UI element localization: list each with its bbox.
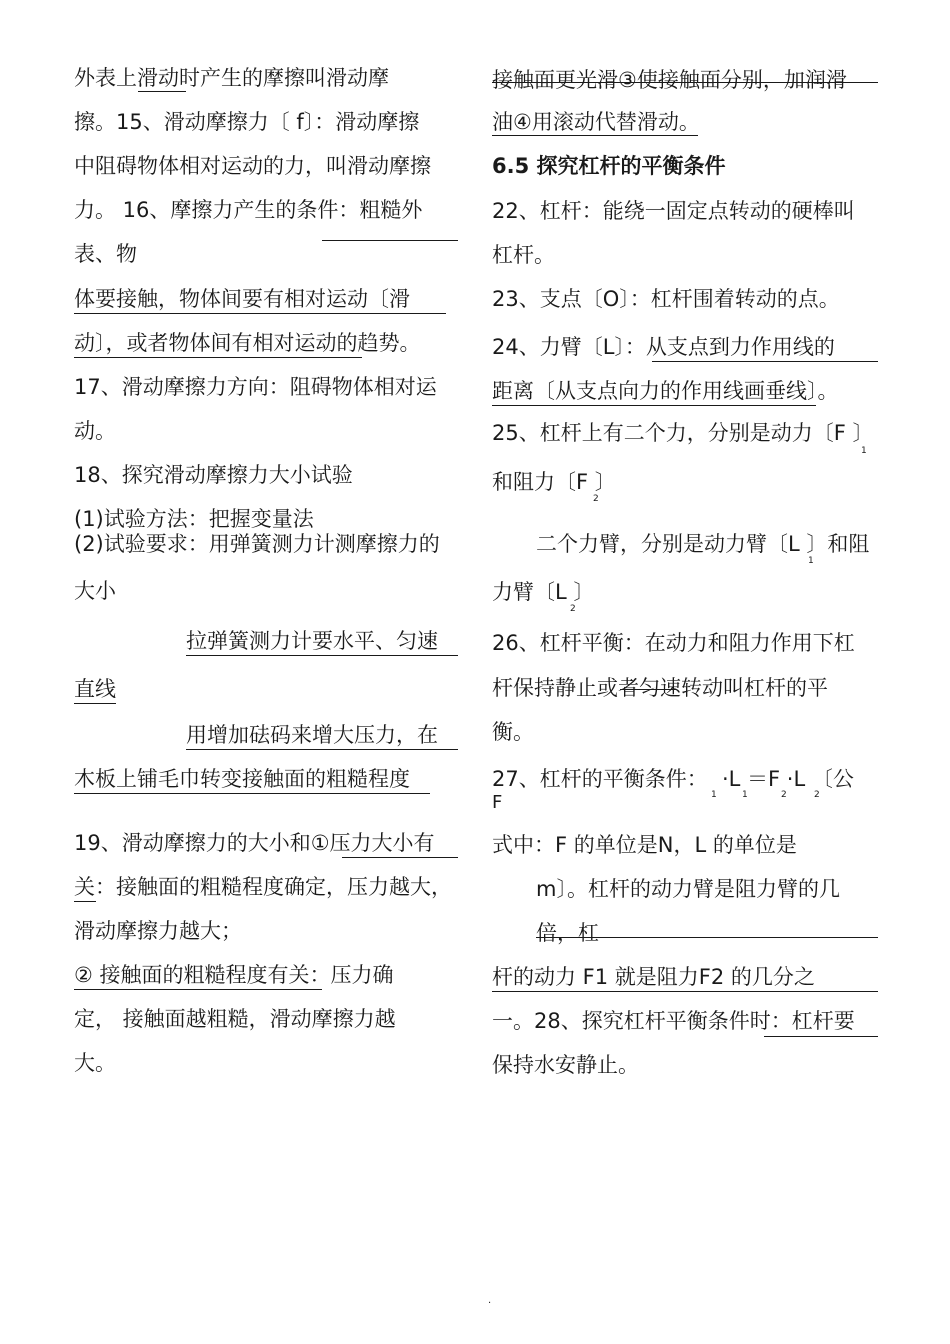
right-line-05: 杠杆。 bbox=[492, 243, 555, 267]
right-line-22: 保持水安静止。 bbox=[492, 1053, 639, 1077]
underline bbox=[342, 857, 458, 858]
left-line-14: 拉弹簧测力计要水平、匀速 bbox=[186, 629, 438, 653]
left-line-07: 动〕，或者物体间有相对运动的趋势。 bbox=[74, 331, 421, 355]
underline bbox=[652, 361, 878, 362]
subscript: 2 bbox=[814, 790, 820, 800]
left-line-04: 力。 16、摩擦力产生的条件：粗糙外 bbox=[74, 198, 423, 222]
subscript: 1 bbox=[742, 790, 748, 800]
subscript: 1 bbox=[861, 446, 867, 456]
underline bbox=[492, 405, 816, 406]
left-line-13: 大小 bbox=[74, 579, 116, 603]
section-heading: 6.5 探究杠杆的平衡条件 bbox=[492, 154, 726, 178]
underline bbox=[322, 240, 458, 241]
left-line-21: ② 接触面的粗糙程度有关：压力确 bbox=[74, 963, 394, 987]
left-line-19: 关：接触面的粗糙程度确定，压力越大， bbox=[74, 875, 452, 899]
right-line-21: 一。28、探究杠杆平衡条件时：杠杆要 bbox=[492, 1009, 855, 1033]
right-line-13: 26、杠杆平衡：在动力和阻力作用下杠 bbox=[492, 631, 855, 655]
formula-f: F bbox=[492, 792, 503, 813]
right-line-07: 24、力臂〔L〕：从支点到力作用线的 bbox=[492, 335, 835, 359]
left-line-01: 外表上滑动时产生的摩擦叫滑动摩 bbox=[74, 66, 389, 90]
right-line-11: 二个力臂，分别是动力臂〔L 〕和阻 bbox=[536, 532, 870, 556]
left-line-23: 大。 bbox=[74, 1051, 116, 1075]
subscript: 1 bbox=[808, 556, 814, 566]
subscript: 2 bbox=[570, 604, 576, 614]
right-line-19: 倍，杠 bbox=[536, 921, 599, 945]
right-line-15: 衡。 bbox=[492, 720, 534, 744]
underline bbox=[74, 357, 362, 358]
footer-dot: . bbox=[488, 1295, 492, 1306]
subscript: 1 bbox=[711, 790, 717, 800]
underline bbox=[186, 749, 458, 750]
left-line-10: 18、探究滑动摩擦力大小试验 bbox=[74, 463, 353, 487]
right-line-01: 接触面更光滑③使接触面分别，加润滑 bbox=[492, 68, 847, 92]
left-line-15: 直线 bbox=[74, 677, 116, 701]
right-line-18: m〕。杠杆的动力臂是阻力臂的几 bbox=[536, 877, 840, 901]
left-line-16: 用增加砝码来增大压力，在 bbox=[186, 723, 438, 747]
right-line-10: 和阻力〔F 〕 bbox=[492, 470, 616, 494]
underline bbox=[74, 313, 446, 314]
left-line-03: 中阻碍物体相对运动的力，叫滑动摩擦 bbox=[74, 154, 431, 178]
underline bbox=[764, 1036, 878, 1037]
underline bbox=[138, 91, 186, 92]
strikethrough bbox=[620, 689, 676, 690]
balance-formula: ·L ＝F ·L 〔公 bbox=[722, 767, 854, 791]
left-line-20: 滑动摩擦力越大； bbox=[74, 919, 242, 943]
formula-label: 27、杠杆的平衡条件： bbox=[492, 767, 708, 791]
left-line-22: 定， 接触面越粗糙，滑动摩擦力越 bbox=[74, 1007, 396, 1031]
underline bbox=[492, 991, 878, 992]
right-line-04: 22、杠杆：能绕一固定点转动的硬棒叫 bbox=[492, 199, 855, 223]
left-line-06: 体要接触，物体间要有相对运动〔滑 bbox=[74, 287, 410, 311]
right-line-06: 23、支点〔O〕：杠杆围着转动的点。 bbox=[492, 287, 840, 311]
right-line-12: 力臂〔L 〕 bbox=[492, 580, 595, 604]
underline bbox=[74, 989, 322, 990]
right-line-20: 杆的动力 F1 就是阻力F2 的几分之 bbox=[492, 965, 815, 989]
underline bbox=[74, 793, 430, 794]
strikethrough bbox=[492, 82, 878, 83]
left-line-12: (2)试验要求：用弹簧测力计测摩擦力的 bbox=[74, 532, 440, 556]
right-line-08: 距离〔从支点向力的作用线画垂线〕。 bbox=[492, 379, 839, 403]
left-line-02: 擦。15、滑动摩擦力〔 f〕：滑动摩擦 bbox=[74, 110, 420, 134]
underline bbox=[74, 703, 116, 704]
right-line-17: 式中：F 的单位是N，L 的单位是 bbox=[492, 833, 797, 857]
right-line-09: 25、杠杆上有二个力，分别是动力〔F 〕 bbox=[492, 421, 874, 445]
left-line-18: 19、滑动摩擦力的大小和①压力大小有 bbox=[74, 831, 435, 855]
right-line-14: 杆保持静止或者匀速转动叫杠杆的平 bbox=[492, 676, 828, 700]
subscript: 2 bbox=[593, 494, 599, 504]
left-line-09: 动。 bbox=[74, 419, 116, 443]
underline bbox=[74, 901, 96, 902]
underline bbox=[186, 655, 458, 656]
underline bbox=[536, 937, 878, 938]
underline bbox=[492, 135, 698, 136]
left-line-08: 17、滑动摩擦力方向：阻碍物体相对运 bbox=[74, 375, 437, 399]
left-line-17: 木板上铺毛巾转变接触面的粗糙程度 bbox=[74, 767, 410, 791]
left-line-11: (1)试验方法：把握变量法 bbox=[74, 507, 314, 531]
subscript: 2 bbox=[781, 790, 787, 800]
right-line-02: 油④用滚动代替滑动。 bbox=[492, 110, 700, 134]
left-line-05: 表、物 bbox=[74, 242, 137, 266]
